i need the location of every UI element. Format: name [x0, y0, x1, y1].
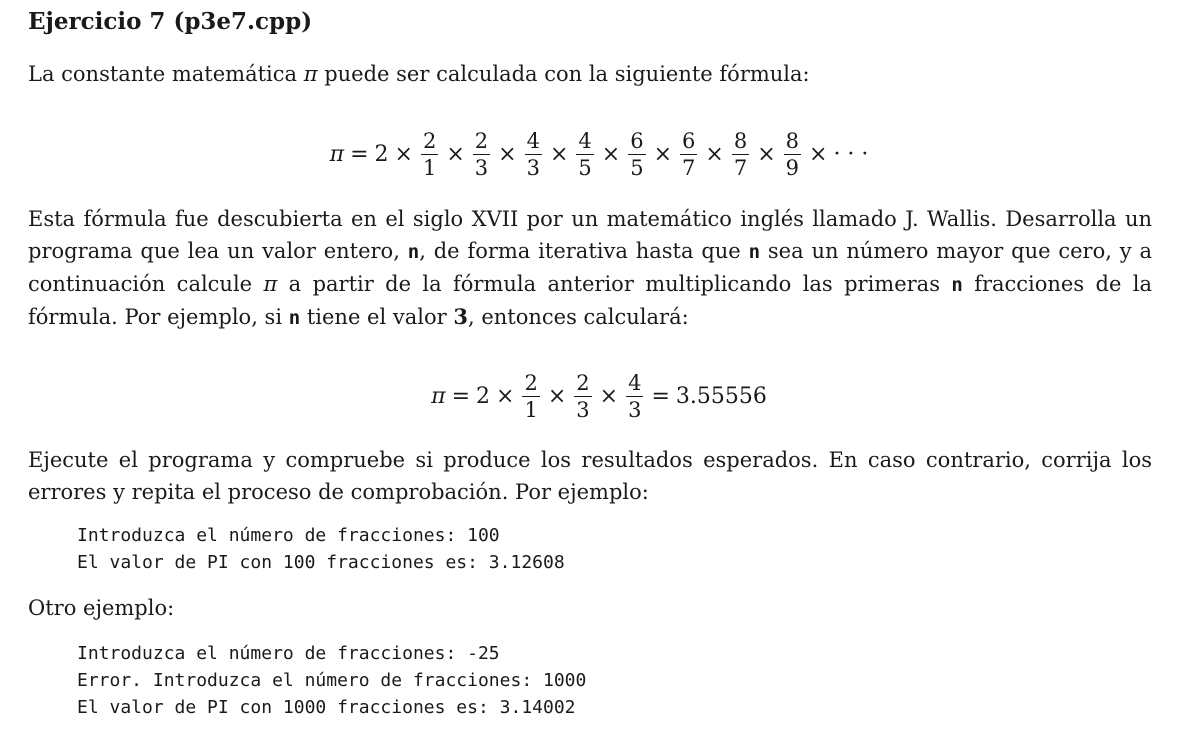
formula-fraction [680, 129, 697, 180]
fraction-denominator: 1 [422, 155, 437, 180]
fraction-bar [732, 154, 749, 155]
formula-lhs: π [431, 383, 446, 409]
formula-fraction [628, 129, 645, 180]
variable-n: n [288, 307, 301, 329]
fraction-bar [628, 154, 645, 155]
description-text: tiene el valor [300, 305, 454, 329]
formula-times: × [599, 383, 619, 409]
fraction-numerator: 2 [474, 128, 489, 153]
formula-equals: = [350, 141, 369, 167]
formula-result-equals: = [651, 383, 670, 409]
formula-result: 3.55556 [675, 383, 767, 409]
console-line: Error. Introduzca el número de fracciones: 1000 [77, 670, 587, 691]
intro-text-pre: La constante matemática [28, 62, 304, 86]
formula-fraction [574, 371, 591, 422]
description-text: Esta fórmula fue descubierta en el siglo XVII por un matemático inglés llamado J. Wallis. Desarrolla un programa que lea un valor entero, [28, 207, 1152, 263]
fraction-bar [473, 154, 490, 155]
fraction-denominator: 3 [576, 397, 590, 422]
description-text: sea un número mayor que cero, y a continuación calcule [28, 239, 1152, 296]
formula-times: × [705, 141, 724, 167]
fraction-denominator: 3 [628, 397, 642, 422]
fraction-bar [784, 154, 801, 155]
fraction-denominator: 9 [785, 155, 799, 180]
console-line: Introduzca el número de fracciones: -25 [77, 643, 500, 664]
formula-times: × [496, 383, 515, 409]
formula-times: × [757, 141, 776, 167]
fraction-numerator: 2 [524, 370, 538, 395]
example-output-1 [77, 522, 565, 576]
formula-fraction [525, 129, 542, 180]
formula-fraction [732, 129, 749, 180]
intro-text-post: puede ser calculada con la siguiente fórmula: [317, 62, 810, 86]
formula-coefficient: 2 [476, 383, 491, 409]
fraction-numerator: 4 [628, 370, 642, 395]
formula-fraction [421, 129, 438, 180]
fraction-numerator: 4 [526, 128, 540, 153]
description-text: fracciones de la fórmula. Por ejemplo, si [28, 272, 1152, 329]
formula-fraction [784, 129, 801, 180]
fraction-bar [522, 396, 539, 397]
fraction-numerator: 2 [576, 370, 590, 395]
fraction-bar [525, 154, 542, 155]
formula-equals: = [451, 383, 471, 409]
formula-lhs: π [329, 141, 345, 167]
example-value: 3 [453, 304, 468, 329]
other-example-label: Otro ejemplo: [28, 596, 175, 620]
fraction-numerator: 6 [630, 128, 644, 153]
formula-fraction [626, 371, 643, 422]
description-text: , de forma iterativa hasta que [419, 239, 749, 263]
fraction-numerator: 8 [785, 128, 799, 153]
fraction-numerator: 8 [733, 128, 748, 153]
console-line: Introduzca el número de fracciones: 100 [77, 525, 500, 546]
example-formula [0, 364, 1198, 428]
fraction-bar [576, 154, 593, 155]
fraction-bar [626, 396, 643, 397]
fraction-numerator: 6 [682, 128, 696, 153]
formula-times: × [547, 383, 567, 409]
formula-times: × [446, 141, 465, 167]
variable-n: n [748, 241, 761, 263]
wallis-formula [0, 122, 1198, 186]
fraction-denominator: 7 [682, 155, 696, 180]
formula-times: × [809, 141, 828, 167]
fraction-bar [421, 154, 438, 155]
fraction-bar [574, 396, 591, 397]
formula-times: × [549, 141, 569, 167]
console-line: El valor de PI con 1000 fracciones es: 3.14002 [77, 697, 576, 718]
description-text: , entonces calculará: [467, 305, 689, 329]
formula-times: × [601, 141, 621, 167]
fraction-denominator: 5 [578, 155, 592, 180]
fraction-denominator: 5 [630, 155, 644, 180]
console-line: El valor de PI con 100 fracciones es: 3.12608 [77, 552, 565, 573]
fraction-denominator: 7 [733, 155, 748, 180]
pi-symbol: π [263, 272, 278, 296]
fraction-bar [680, 154, 697, 155]
formula-fraction [522, 371, 539, 422]
fraction-denominator: 3 [474, 155, 489, 180]
formula-coefficient: 2 [374, 141, 389, 167]
fraction-numerator: 2 [422, 128, 437, 153]
description-paragraph [28, 203, 1152, 334]
example-output-2 [77, 640, 586, 721]
formula-times: × [498, 141, 517, 167]
variable-n: n [951, 274, 963, 296]
fraction-numerator: 4 [578, 128, 592, 153]
exercise-title: Ejercicio 7 (p3e7.cpp) [28, 8, 313, 35]
variable-n: n [407, 241, 420, 263]
pi-symbol: π [303, 62, 318, 86]
intro-paragraph [28, 58, 1152, 90]
formula-times: × [394, 141, 413, 167]
verify-paragraph: Ejecute el programa y compruebe si produce los resultados esperados. En caso contrario, corrija los errores y repita el proceso de comprobación. Por ejemplo: [28, 448, 1152, 504]
formula-times: × [653, 141, 672, 167]
fraction-denominator: 1 [524, 397, 538, 422]
description-text: a partir de la fórmula anterior multiplicando las primeras [277, 272, 952, 296]
formula-fraction [473, 129, 490, 180]
formula-fraction [576, 129, 593, 180]
fraction-denominator: 3 [526, 155, 540, 180]
formula-ellipsis: · · · [833, 141, 869, 167]
